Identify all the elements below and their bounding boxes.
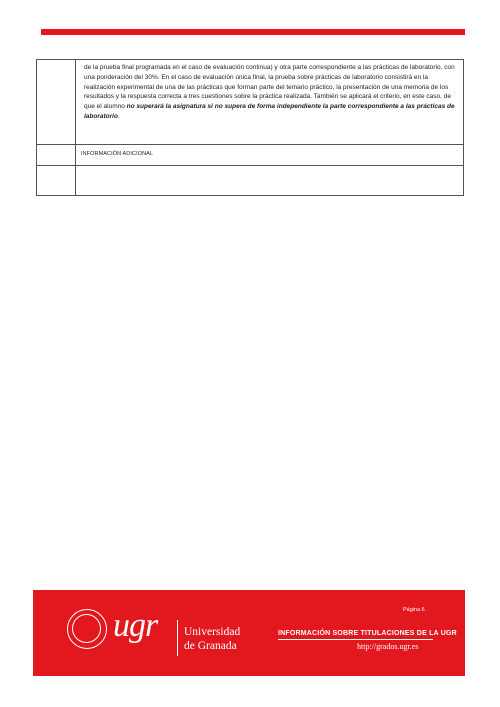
evaluation-emphasis: no superará la asignatura si no supera de forma independiente la parte correspondiente a las prácticas de laboratorio bbox=[84, 103, 455, 120]
info-heading: INFORMACIÓN ADICIONAL bbox=[76, 145, 464, 166]
logo-divider bbox=[177, 620, 178, 656]
grados-link[interactable]: http://grados.ugr.es bbox=[357, 642, 419, 651]
info-underline bbox=[278, 639, 433, 640]
university-seal-icon bbox=[67, 609, 107, 649]
evaluation-text-cell bbox=[76, 60, 464, 145]
page-number: Página 6 bbox=[403, 607, 425, 613]
evaluation-paragraph: de la prueba final programada en el caso de evaluación continua) y otra parte correspondiente a las prácticas de laboratorio, con una ponderación del 30%. En el caso de evaluación única final, la prueba sobre prácticas de laboratorio consistirá en la realización experimental de una de las prácticas que forman parte del temario práctico, la presentación de una memoria de los resultados y la respuesta correcta a tres cuestiones sobre la práctica realizada. También se aplicará el criterio, en este caso, de que el alumno bbox=[84, 64, 455, 110]
table-row bbox=[37, 166, 464, 196]
header-red-bar bbox=[41, 29, 465, 35]
paragraph-end: . bbox=[117, 112, 120, 120]
info-title: INFORMACIÓN SOBRE TITULACIONES DE LA UGR bbox=[278, 630, 457, 637]
seal-inner-ring bbox=[72, 614, 101, 643]
empty-cell bbox=[76, 166, 464, 196]
ugr-logo: ugr bbox=[113, 607, 158, 644]
left-cell bbox=[37, 60, 76, 145]
left-cell bbox=[37, 145, 76, 166]
university-name-line1: Universidad bbox=[184, 626, 241, 638]
university-name bbox=[184, 625, 240, 653]
table-row bbox=[37, 60, 464, 145]
footer-banner bbox=[33, 590, 465, 676]
left-cell bbox=[37, 166, 76, 196]
table-row bbox=[37, 145, 464, 166]
guide-table bbox=[36, 59, 464, 196]
university-name-line2: de Granada bbox=[184, 640, 237, 652]
